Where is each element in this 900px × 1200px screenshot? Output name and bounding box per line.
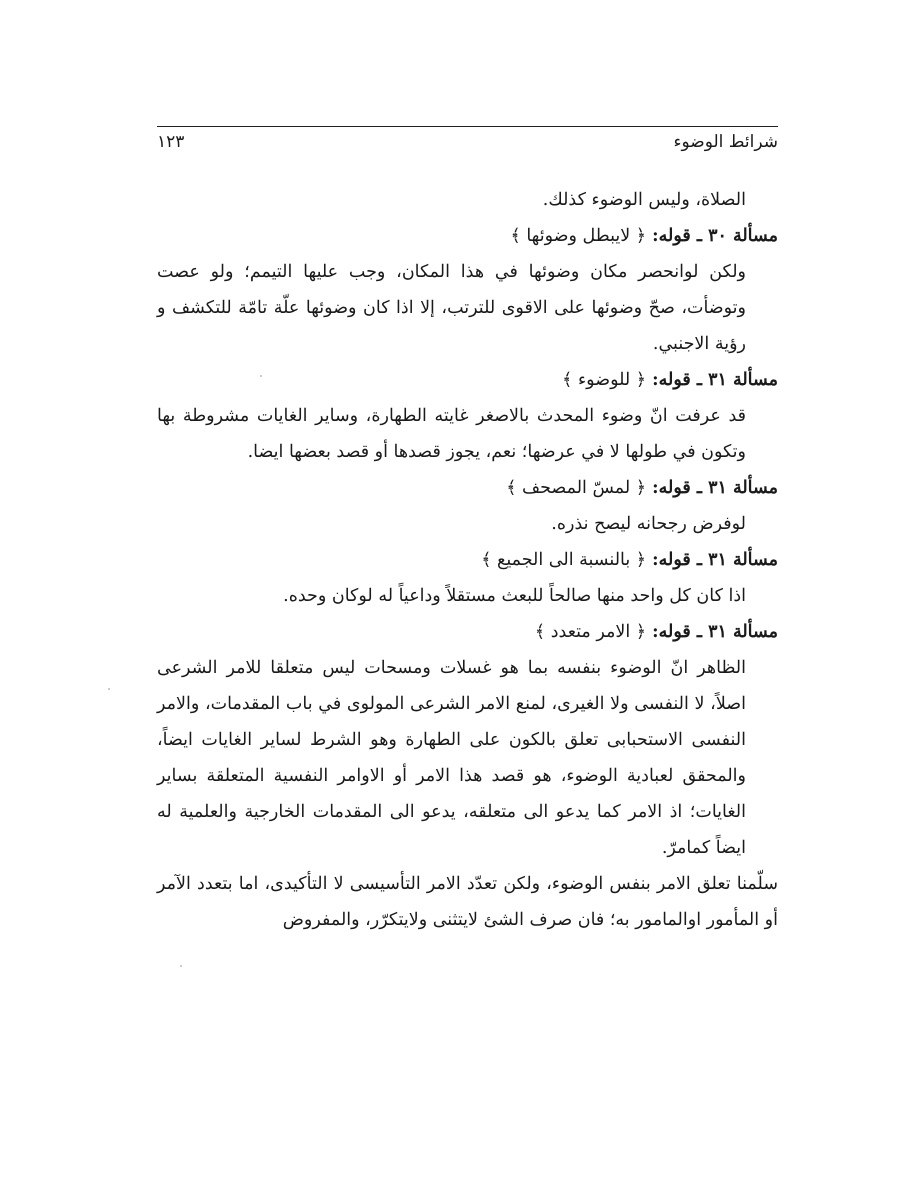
issue-heading (157, 218, 778, 254)
quoted-phrase: ﴿ الامر متعدد ﴾ (534, 622, 647, 642)
quoted-phrase: ﴿ بالنسبة الى الجميع ﴾ (481, 550, 647, 570)
commentary-paragraph: قد عرفت انّ وضوء المحدث بالاصغر غايته الطهارة، وساير الغايات مشروطة بها وتكون في طولها لا في عرضها؛ نعم، يجوز قصدها أو قصد بعضها ايضا. (157, 406, 746, 462)
issue-heading (157, 470, 778, 506)
commentary-paragraph: سلّمنا تعلق الامر بنفس الوضوء، ولكن تعدّد الامر التأسيسى لا التأكيدى، اما بتعدد الآمر أو المأمور اوالمامور به؛ فان صرف الشئ لايتثنى ولايتكرّر، والمفروض (157, 874, 778, 930)
commentary-paragraph: ولكن لوانحصر مكان وضوئها في هذا المكان، وجب عليها التيمم؛ ولو عصت وتوضأت، صحّ وضوئها على الاقوى للترتب، إلا اذا كان وضوئها علّة تامّة للتكشف و رؤية الاجنبي. (157, 262, 746, 354)
quoted-phrase: ﴿ لايبطل وضوئها ﴾ (510, 226, 647, 246)
issue-heading (157, 542, 778, 578)
commentary-paragraph: الصلاة، وليس الوضوء كذلك. (542, 190, 746, 210)
quoted-phrase: ﴿ للوضوء ﴾ (562, 370, 647, 390)
commentary-paragraph: الظاهر انّ الوضوء بنفسه بما هو غسلات ومسحات ليس متعلقا للامر الشرعى اصلاً، لا النفسى ولا الغيرى، لمنع الامر الشرعى المولوى في باب المقدمات، والامر النفسى الاستحبابى تعلق بالكون على الطهارة وهو الشرط لساير الغايات ايضاً، والمحقق لعبادية الوضوء، هو قصد هذا الامر أو الاوامر النفسية المتعلقة بساير الغايات؛ اذ الامر كما يدعو الى متعلقه، يدعو الى المقدمات الخارجية والعلمية له ايضاً كمامرّ. (157, 658, 746, 858)
issue-heading (157, 362, 778, 398)
issue-label: مسألة ٣١ ـ قوله: (652, 622, 778, 642)
body-text (157, 182, 778, 938)
issue-label: مسألة ٣٠ ـ قوله: (652, 226, 778, 246)
issue-label: مسألة ٣١ ـ قوله: (652, 550, 778, 570)
quoted-phrase: ﴿ لمسّ المصحف ﴾ (506, 478, 647, 498)
scan-speck (260, 375, 262, 377)
page-number: ١٢٣ (157, 132, 185, 152)
header-rule (157, 126, 778, 127)
running-title: شرائط الوضوء (673, 132, 778, 152)
commentary-paragraph: لوفرض رجحانه ليصح نذره. (551, 514, 746, 534)
page-header (157, 128, 778, 156)
issue-label: مسألة ٣١ ـ قوله: (652, 478, 778, 498)
commentary-paragraph: اذا كان كل واحد منها صالحاً للبعث مستقلاً وداعياً له لوكان وحده. (283, 586, 746, 606)
issue-heading (157, 614, 778, 650)
scan-speck (108, 688, 110, 690)
issue-label: مسألة ٣١ ـ قوله: (652, 370, 778, 390)
scan-speck (180, 965, 182, 967)
